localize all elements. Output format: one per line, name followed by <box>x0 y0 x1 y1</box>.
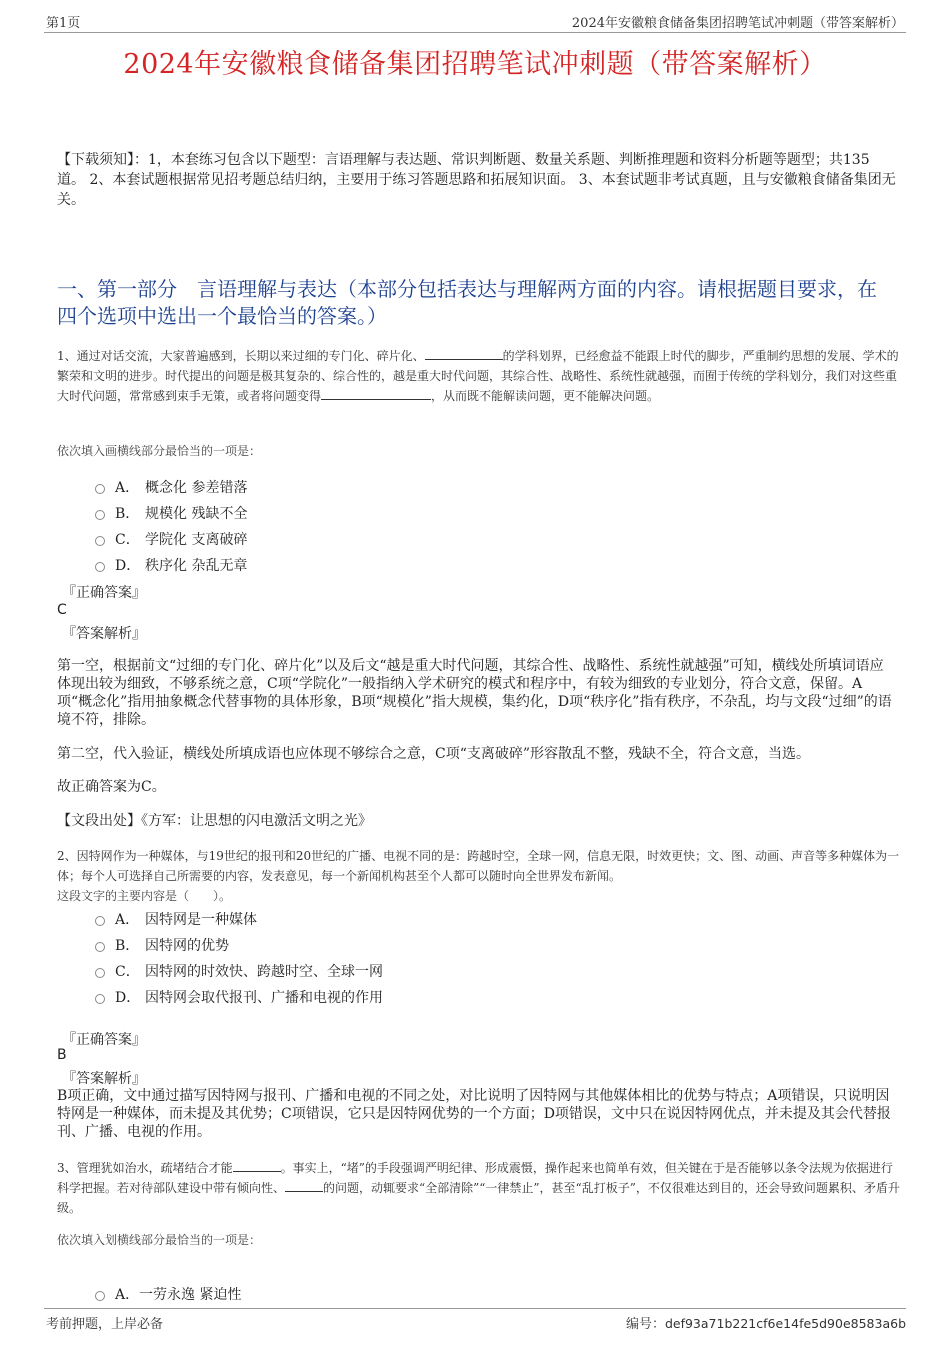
option-a[interactable]: A． 因特网是一种媒体 <box>95 909 257 929</box>
radio-icon[interactable] <box>95 942 105 952</box>
header-divider <box>44 32 906 33</box>
radio-icon[interactable] <box>95 510 105 520</box>
radio-icon[interactable] <box>95 484 105 494</box>
question-3-prompt: 依次填入划横线部分最恰当的一项是： <box>57 1233 262 1247</box>
radio-icon[interactable] <box>95 536 105 546</box>
footer-doc-id: 编号：def93a71b221cf6e14fe5d90e8583a6b <box>625 1316 906 1332</box>
radio-icon[interactable] <box>95 562 105 572</box>
option-c[interactable]: C． 学院化 支离破碎 <box>95 529 247 549</box>
footer-divider <box>44 1308 906 1309</box>
fill-blank <box>425 347 503 360</box>
question-3-text: 3、管理犹如治水，疏堵结合才能 。事实上，“堵”的手段强调严明纪律、形成震慑，操作起来也简单有效，但关键在于是否能够以条令法规为依据进行科学把握。若对待部队建设中带有倾向性、 的问题，动辄要求“全部清除”“一律禁止”，甚至“乱打板子”，不仅很难达到目的，还会导致问题累积、矛盾升级。 <box>57 1161 900 1215</box>
header-doc-title: 2024年安徽粮食储备集团招聘笔试冲刺题（带答案解析） <box>571 16 904 31</box>
source-citation: 【文段出处】《方军：让思想的闪电激活文明之光》 <box>57 813 372 829</box>
question-2-text: 2、因特网作为一种媒体，与19世纪的报刊和20世纪的广播、电视不同的是：跨越时空，全球一网，信息无限，时效更快；文、图、动画、声音等多种媒体为一体；每个人可选择自己所需要的内容，发表意见，每一个新闻机构甚至个人都可以随时向全世界发布新闻。 <box>57 849 900 883</box>
option-a[interactable]: A． 一劳永逸 紧迫性 <box>95 1284 241 1304</box>
question-1-text: 1、通过对话交流，大家普遍感到，长期以来过细的专门化、碎片化、 的学科划界，已经愈益不能跟上时代的脚步，严重制约思想的发展、学术的繁荣和文明的进步。时代提出的问题是极其复杂的、综合性的，越是重大时代问题，其综合性、战略性、系统性就越强，而囿于传统的学科划分，我们对这些重大时代问题，常常感到束手无策，或者将问题变得 ，从而既不能解读问题，更不能解决问题。 <box>57 349 899 403</box>
option-b[interactable]: B． 因特网的优势 <box>95 935 229 955</box>
analysis-label: 『答案解析』 <box>62 1071 146 1087</box>
fill-blank <box>321 387 431 400</box>
option-d[interactable]: D． 因特网会取代报刊、广播和电视的作用 <box>95 987 383 1007</box>
correct-answer-label: 『正确答案』 <box>62 1032 146 1048</box>
fill-blank <box>233 1159 281 1172</box>
radio-icon[interactable] <box>95 1291 105 1301</box>
download-notice: 【下载须知】：1，本套练习包含以下题型：言语理解与表达题、常识判断题、数量关系题、判断推理题和资料分析题等题型；共135道。 2、本套试题根据常见招考题总结归纳，主要用于练习答题思路和拓展知识面。 3、本套试题非考试真题，且与安徽粮食储备集团无关。 <box>57 152 896 208</box>
analysis-label: 『答案解析』 <box>62 626 146 642</box>
analysis-paragraph: 第二空，代入验证，横线处所填成语也应体现不够综合之意，C项“支离破碎”形容散乱不整，残缺不全，符合文意，当选。 <box>57 746 811 762</box>
analysis-paragraph: 第一空，根据前文“过细的专门化、碎片化”以及后文“越是重大时代问题，其综合性、战略性、系统性就越强”可知，横线处所填词语应体现出较为细致，不够系统之意，C项“学院化”一般指纳入学术研究的模式和程序中，有较为细致的专业划分，符合文意，保留。A项“概念化”指用抽象概念代替事物的具体形象，B项“规模化”指大规模，集约化，D项“秩序化”指有秩序，不杂乱，均与文段“过细”的语境不符，排除。 <box>57 658 892 728</box>
correct-answer: B <box>57 1047 67 1063</box>
question-2-prompt: 这段文字的主要内容是（ ）。 <box>57 889 232 903</box>
radio-icon[interactable] <box>95 994 105 1004</box>
option-d[interactable]: D． 秩序化 杂乱无章 <box>95 555 247 575</box>
page-title: 2024年安徽粮食储备集团招聘笔试冲刺题（带答案解析） <box>123 49 827 80</box>
fill-blank <box>285 1179 323 1192</box>
option-a[interactable]: A． 概念化 参差错落 <box>95 477 247 497</box>
correct-answer: C <box>57 602 67 618</box>
question-1-prompt: 依次填入画横线部分最恰当的一项是： <box>57 444 262 458</box>
section-heading: 一、第一部分 言语理解与表达（本部分包括表达与理解两方面的内容。请根据题目要求，在四个选项中选出一个最恰当的答案。） <box>57 277 877 328</box>
analysis-conclusion: 故正确答案为C。 <box>57 779 166 795</box>
footer-slogan: 考前押题，上岸必备 <box>46 1317 164 1332</box>
option-c[interactable]: C． 因特网的时效快、跨越时空、全球一网 <box>95 961 383 981</box>
header-page-number: 第1页 <box>46 16 81 31</box>
correct-answer-label: 『正确答案』 <box>62 585 146 601</box>
analysis-paragraph: B项正确，文中通过描写因特网与报刊、广播和电视的不同之处，对比说明了因特网与其他媒体相比的优势与特点；A项错误，只说明因特网是一种媒体，而未提及其优势；C项错误，它只是因特网优势的一个方面；D项错误，文中只在说因特网优点，并未提及其会代替报刊、广播、电视的作用。 <box>57 1088 891 1140</box>
radio-icon[interactable] <box>95 968 105 978</box>
radio-icon[interactable] <box>95 916 105 926</box>
option-b[interactable]: B． 规模化 残缺不全 <box>95 503 247 523</box>
